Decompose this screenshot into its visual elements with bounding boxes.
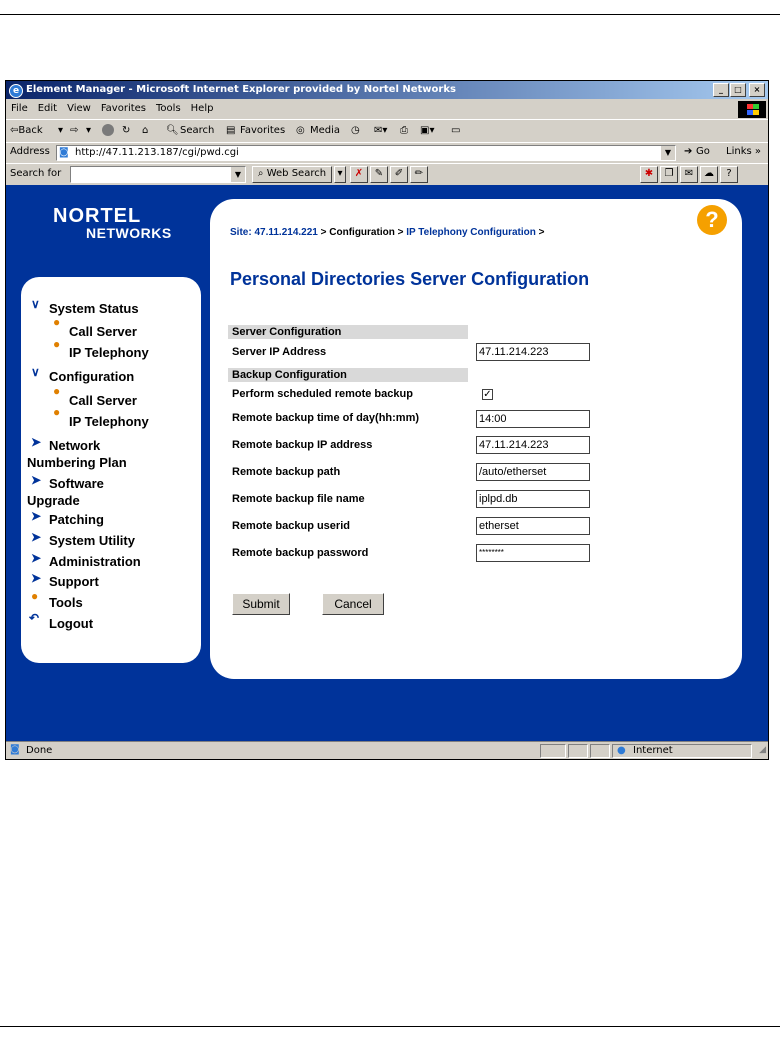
messenger-icon[interactable]: ✱ — [640, 166, 658, 183]
backup-userid-label: Remote backup userid — [232, 520, 350, 532]
favorites-button[interactable]: Favorites — [240, 125, 286, 136]
arrow-right-icon: ➤ — [31, 571, 42, 585]
backup-userid-input[interactable]: etherset — [476, 517, 590, 535]
main-panel — [210, 199, 742, 679]
arrow-right-icon: ➤ — [31, 473, 42, 487]
breadcrumb: Site: 47.11.214.221 > Configuration > IP Telephony Configuration > — [230, 227, 545, 238]
highlight-icon[interactable]: ✎ — [370, 166, 388, 183]
backup-filename-label: Remote backup file name — [232, 493, 365, 505]
globe-icon: ● — [617, 745, 626, 756]
breadcrumb-configuration[interactable]: Configuration — [329, 227, 395, 238]
top-page-rule — [0, 14, 780, 15]
bullet-icon: ● — [53, 405, 61, 419]
popup-blocker-icon[interactable]: ✗ — [350, 166, 368, 183]
resize-grip-icon[interactable]: ◢ — [759, 745, 766, 755]
ie-icon: e — [9, 84, 23, 98]
media-button[interactable]: Media — [310, 125, 341, 136]
search-for-input[interactable] — [70, 166, 246, 183]
erase-icon[interactable]: ✐ — [390, 166, 408, 183]
nav-numbering-plan[interactable]: Numbering Plan — [27, 455, 127, 470]
menu-edit[interactable]: Edit — [37, 103, 58, 114]
address-bar — [6, 142, 768, 163]
search-toolbar — [6, 163, 768, 185]
nav-network[interactable]: Network — [49, 438, 101, 453]
nav-administration[interactable]: Administration — [49, 554, 141, 569]
history-icon[interactable]: ◷ — [351, 125, 360, 136]
search-for-label: Search for — [10, 168, 62, 179]
menu-bar — [6, 101, 768, 118]
status-text: Done — [26, 745, 53, 756]
windows-logo-icon — [738, 101, 766, 118]
status-pane — [568, 744, 588, 758]
nav-tools[interactable]: Tools — [49, 595, 83, 610]
back-dropdown-icon[interactable]: ▾ — [58, 125, 64, 136]
menu-favorites[interactable]: Favorites — [100, 103, 147, 114]
backup-config-header: Backup Configuration — [228, 368, 468, 382]
expanded-chevron-icon: ∨ — [31, 365, 40, 379]
discuss-icon[interactable]: ▭ — [451, 125, 461, 136]
networks-logo: NETWORKS — [86, 225, 172, 241]
home-icon[interactable]: ⌂ — [142, 125, 149, 136]
pen-icon[interactable]: ✏ — [410, 166, 428, 183]
window-title: Element Manager - Microsoft Internet Explorer provided by Nortel Networks — [26, 84, 456, 95]
forward-button-icon[interactable]: ⇨ — [70, 125, 79, 136]
nav-system-utility[interactable]: System Utility — [49, 533, 135, 548]
bullet-icon: ● — [53, 315, 61, 329]
title-bar — [6, 81, 768, 99]
help-icon[interactable]: ? — [697, 205, 727, 235]
minimize-button[interactable]: _ — [713, 83, 729, 97]
browser-window — [5, 80, 769, 760]
address-dropdown-icon[interactable]: ▼ — [661, 146, 675, 160]
status-bar — [6, 741, 768, 760]
done-page-icon: ◙ — [10, 744, 20, 755]
search-button[interactable]: Search — [180, 125, 215, 136]
zone-text: Internet — [633, 745, 673, 756]
maximize-button[interactable]: □ — [730, 83, 746, 97]
close-button[interactable]: × — [749, 83, 765, 97]
nav-config-ip-telephony[interactable]: IP Telephony — [69, 414, 149, 429]
status-pane — [590, 744, 610, 758]
zone-pane — [612, 744, 752, 758]
print-icon[interactable]: ⎙ — [400, 125, 408, 136]
magnifier-icon: ⌕ — [257, 168, 264, 179]
forward-dropdown-icon[interactable]: ▾ — [86, 125, 92, 136]
status-pane — [540, 744, 566, 758]
tools-bullet-icon: ● — [31, 589, 39, 603]
backup-filename-input[interactable]: iplpd.db — [476, 490, 590, 508]
search-icon: 🔍︎ — [166, 125, 179, 136]
arrow-right-icon: ➤ — [31, 435, 42, 449]
nav-support[interactable]: Support — [49, 574, 99, 589]
nav-status-ip-telephony[interactable]: IP Telephony — [69, 345, 149, 360]
server-ip-input[interactable]: 47.11.214.223 — [476, 343, 590, 361]
nav-upgrade[interactable]: Upgrade — [27, 493, 80, 508]
nav-logout[interactable]: Logout — [49, 616, 94, 631]
nav-patching[interactable]: Patching — [49, 512, 104, 527]
nav-configuration[interactable]: Configuration — [49, 369, 135, 384]
stop-icon[interactable] — [102, 124, 114, 136]
nav-system-status[interactable]: System Status — [49, 301, 139, 316]
address-input[interactable] — [56, 145, 676, 161]
search-options-icon[interactable]: ▾ — [334, 166, 346, 183]
refresh-icon[interactable]: ↻ — [122, 125, 131, 136]
address-label: Address — [10, 146, 50, 157]
links-button[interactable]: Links » — [726, 146, 761, 157]
nav-software[interactable]: Software — [49, 476, 104, 491]
bullet-icon: ● — [53, 337, 61, 351]
backup-time-label: Remote backup time of day(hh:mm) — [232, 412, 420, 424]
edit-icon[interactable]: ▣▾ — [420, 125, 435, 136]
go-button[interactable]: Go — [696, 146, 710, 157]
window-controls — [712, 83, 765, 97]
favorites-icon: ▤ — [226, 125, 236, 136]
scheduled-backup-checkbox[interactable]: ✓ — [483, 389, 492, 400]
breadcrumb-site[interactable]: Site: 47.11.214.221 — [230, 227, 318, 238]
bottom-page-rule — [0, 1026, 780, 1027]
arrow-right-icon: ➤ — [31, 551, 42, 565]
back-button[interactable]: ⇦Back — [10, 125, 43, 136]
expanded-chevron-icon: ∨ — [31, 297, 40, 311]
page-icon: ◙ — [59, 147, 69, 158]
bookmark-icon[interactable]: ❐ — [660, 166, 678, 183]
server-ip-label: Server IP Address — [232, 346, 327, 358]
bullet-icon: ● — [53, 384, 61, 398]
backup-path-input[interactable]: /auto/etherset — [476, 463, 590, 481]
backup-ip-label: Remote backup IP address — [232, 439, 373, 451]
logout-icon: ↶ — [29, 611, 40, 625]
search-dropdown-icon[interactable]: ▼ — [231, 167, 245, 182]
menu-view[interactable]: View — [67, 103, 91, 114]
go-icon[interactable]: ➔ — [684, 146, 693, 157]
arrow-right-icon: ➤ — [31, 530, 42, 544]
submit-button[interactable]: Submit — [232, 593, 290, 615]
menu-file[interactable]: File — [11, 103, 28, 114]
page-title: Personal Directories Server Configuration — [230, 269, 590, 289]
breadcrumb-ip-telephony-configuration[interactable]: IP Telephony Configuration — [406, 227, 536, 238]
cancel-button[interactable]: Cancel — [322, 593, 384, 615]
scheduled-backup-label: Perform scheduled remote backup — [232, 388, 413, 400]
server-config-header: Server Configuration — [228, 325, 468, 339]
media-icon: ◎ — [296, 125, 305, 136]
web-search-button[interactable]: ⌕ Web Search — [252, 166, 332, 183]
backup-time-input[interactable]: 14:00 — [476, 410, 590, 428]
backup-password-label: Remote backup password — [232, 547, 369, 559]
nav-config-call-server[interactable]: Call Server — [69, 393, 137, 408]
address-url: http://47.11.213.187/cgi/pwd.cgi — [75, 147, 239, 158]
sidebar-nav — [21, 277, 201, 663]
mail-icon[interactable]: ✉▾ — [374, 125, 388, 136]
arrow-right-icon: ➤ — [31, 509, 42, 523]
backup-ip-input[interactable]: 47.11.214.223 — [476, 436, 590, 454]
toolbar-help-icon[interactable]: ? — [720, 166, 738, 183]
menu-help[interactable]: Help — [190, 103, 214, 114]
menu-tools[interactable]: Tools — [156, 103, 181, 114]
nortel-logo: NORTEL — [53, 205, 142, 227]
weather-icon[interactable]: ☁ — [700, 166, 718, 183]
mail-check-icon[interactable]: ✉ — [680, 166, 698, 183]
page-content — [6, 185, 768, 741]
backup-password-input[interactable]: ******** — [476, 544, 590, 562]
backup-path-label: Remote backup path — [232, 466, 341, 478]
nav-status-call-server[interactable]: Call Server — [69, 324, 137, 339]
standard-toolbar — [6, 119, 768, 142]
